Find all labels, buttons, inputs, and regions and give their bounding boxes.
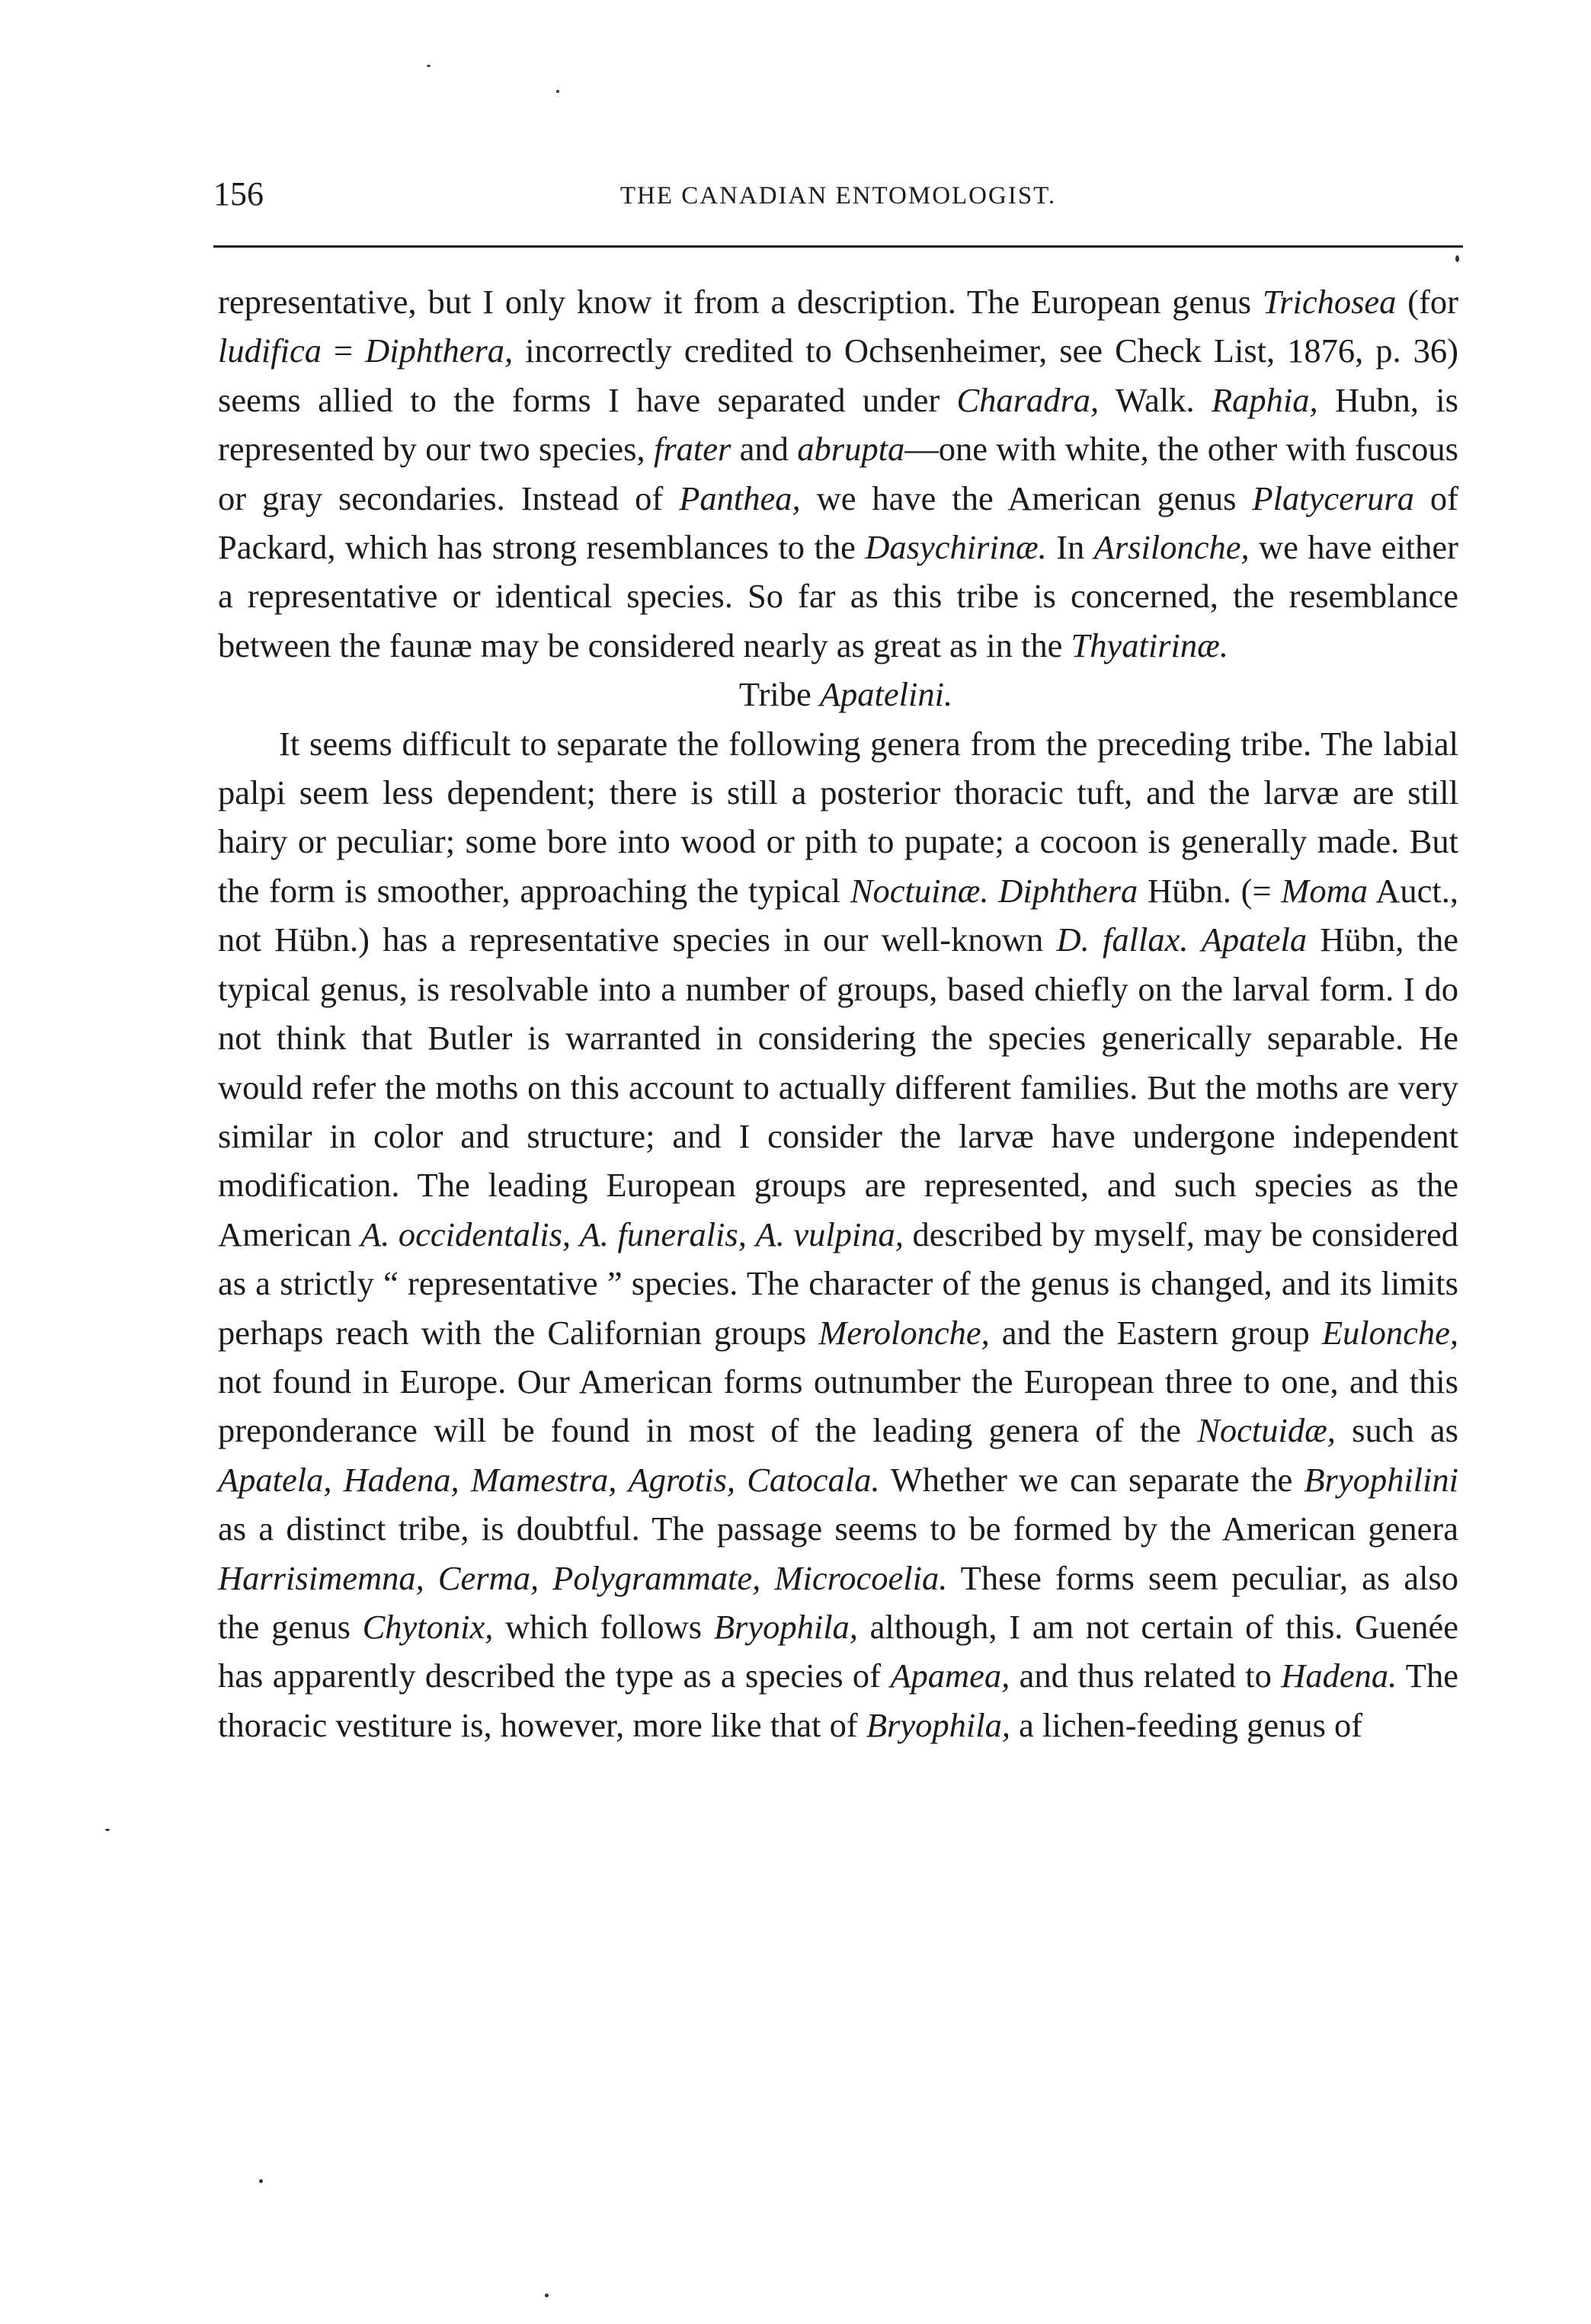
italic-term: frater <box>653 430 731 469</box>
italic-term: D. fallax. <box>1056 920 1189 959</box>
italic-term: Hadena. <box>1281 1657 1397 1695</box>
text-run <box>459 1461 471 1499</box>
text-run: of Packard, which has strong resemblances to the <box>218 479 1458 567</box>
text-run: In <box>1046 528 1094 567</box>
italic-term: Merolonche, <box>818 1313 990 1352</box>
text-run: which follows <box>493 1607 714 1646</box>
text-run <box>539 1559 552 1597</box>
text-run: as a distinct tribe, is doubtful. The passage seems to be formed by the American genera <box>218 1509 1458 1548</box>
italic-term: Platycerura <box>1252 479 1414 517</box>
text-run: It seems difficult to separate the following genera from the preceding tribe. The labial palpi seem less dependent; there is still a posterior thoracic tuft, and the larvæ are still hairy or peculiar; some bore into wood or pith to pupate; a cocoon is generally made. But the form is smoother, approaching the typical <box>218 724 1458 910</box>
text-run <box>616 1461 628 1499</box>
header-rule <box>213 245 1463 248</box>
body-text <box>218 277 1458 1749</box>
italic-term: Apamea, <box>890 1657 1010 1695</box>
italic-term: Apatela, <box>218 1460 332 1499</box>
scan-speck <box>427 65 431 67</box>
italic-term: Thyatirinæ. <box>1071 626 1228 664</box>
text-run <box>1188 920 1201 959</box>
text-run: we have the American genus <box>800 479 1253 517</box>
page-number: 156 <box>213 175 264 213</box>
page-header <box>213 171 1463 225</box>
text-run <box>571 1215 580 1253</box>
paragraph <box>218 277 1458 670</box>
text-run <box>332 1461 344 1499</box>
text-run: and <box>731 430 798 469</box>
text-run: = <box>321 331 366 370</box>
text-run: (for <box>1396 283 1458 321</box>
italic-term: Bryophila, <box>713 1607 858 1646</box>
text-run <box>424 1559 438 1597</box>
text-run: although, I am not certain of this. Guenée has apparently described the type as a species of <box>218 1607 1458 1695</box>
scan-speck <box>1455 255 1459 262</box>
paragraph <box>218 719 1458 1750</box>
italic-term: Bryophila, <box>866 1705 1010 1744</box>
text-run <box>760 1559 774 1597</box>
text-run: described by myself, may be considered as a strictly “ representative ” species. The character of the genus is changed, and its limits perhaps reach with the Californian groups <box>218 1215 1458 1352</box>
running-head: THE CANADIAN ENTOMOLOGIST. <box>619 182 1057 210</box>
italic-term: A. occidentalis, <box>360 1215 571 1253</box>
italic-term: Agrotis, <box>628 1460 736 1499</box>
text-run: not found in Europe. Our American forms outnumber the European three to one, and this preponderance will be found in most of the leading genera of the <box>218 1362 1458 1450</box>
italic-term: Moma <box>1281 871 1369 910</box>
italic-term: Mamestra, <box>470 1460 617 1499</box>
text-run: incorrectly credited to Ochsenheimer, see Check List, 1876, p. 36) seems allied to the forms I have separated under <box>218 331 1458 419</box>
scan-speck <box>259 2179 263 2183</box>
text-run: Whether we can separate the <box>879 1460 1304 1499</box>
italic-term: A. funeralis, <box>579 1215 747 1253</box>
italic-term: Eulonche, <box>1321 1313 1458 1352</box>
italic-term: A. vulpina, <box>755 1215 904 1253</box>
italic-term: ludifica <box>218 331 322 370</box>
italic-term: Apatelini. <box>819 675 953 714</box>
italic-term: Chytonix, <box>362 1607 494 1646</box>
italic-term: Dasychirinæ. <box>865 528 1047 567</box>
section-heading <box>218 670 1458 719</box>
italic-term: Apatela <box>1201 920 1308 959</box>
italic-term: Polygrammate, <box>552 1558 761 1597</box>
italic-term: Diphthera, <box>365 331 514 370</box>
italic-term: Arsilonche, <box>1093 528 1250 567</box>
text-run: Auct., not Hübn.) has a representative species in our well-known <box>218 871 1459 959</box>
text-run: —one with white, the other with fuscous or gray secondaries. Instead of <box>218 430 1458 517</box>
italic-term: Diphthera <box>998 871 1138 910</box>
text-run: such as <box>1335 1411 1458 1450</box>
text-run: and thus related to <box>1010 1657 1282 1695</box>
italic-term: abrupta <box>797 430 905 469</box>
text-run: Hübn. (= <box>1138 871 1282 910</box>
italic-term: Microcoelia. <box>774 1558 948 1597</box>
italic-term: Bryophilini <box>1304 1460 1459 1499</box>
text-run: Walk. <box>1099 380 1212 419</box>
italic-term: Hadena, <box>343 1460 459 1499</box>
scan-speck <box>105 1829 110 1831</box>
text-run <box>735 1461 747 1499</box>
italic-term: Trichosea <box>1262 283 1397 321</box>
italic-term: Panthea, <box>679 479 801 517</box>
text-run: Hübn, the typical genus, is resolvable into a number of groups, based chiefly on the larval form. I do not think that Butler is warranted in considering the species generically separable. He would refer the moths on this account to actually different families. But the moths are very similar in color and structure; and I consider the larvæ have undergone independent modification. The leading European groups are represented, and such species as the American <box>218 920 1458 1253</box>
text-run <box>989 872 999 910</box>
scan-speck <box>556 90 559 93</box>
italic-term: Noctuinæ. <box>850 871 989 910</box>
text-run: a lichen-feeding genus of <box>1010 1705 1363 1744</box>
italic-term: Harrisimemna, <box>218 1558 424 1597</box>
text-run: we have either a representative or identical species. So far as this tribe is concerned, the resemblance between the faunæ may be considered nearly as great as in the <box>218 528 1458 664</box>
text-run: The thoracic vestiture is, however, more like that of <box>218 1657 1458 1744</box>
text-run: and the Eastern group <box>989 1313 1322 1352</box>
italic-term: Cerma, <box>437 1558 539 1597</box>
text-run: These forms seem peculiar, as also the genus <box>218 1558 1459 1646</box>
italic-term: Charadra, <box>956 380 1100 419</box>
text-run: Hubn, is represented by our two species, <box>218 380 1458 469</box>
text-run <box>747 1215 756 1253</box>
scan-speck <box>545 2294 549 2297</box>
italic-term: Catocala. <box>747 1460 880 1499</box>
italic-term: Raphia, <box>1211 380 1318 419</box>
text-run: representative, but I only know it from a description. The European genus <box>218 283 1263 321</box>
italic-term: Noctuidæ, <box>1197 1411 1336 1450</box>
text-run: Tribe <box>738 675 820 714</box>
